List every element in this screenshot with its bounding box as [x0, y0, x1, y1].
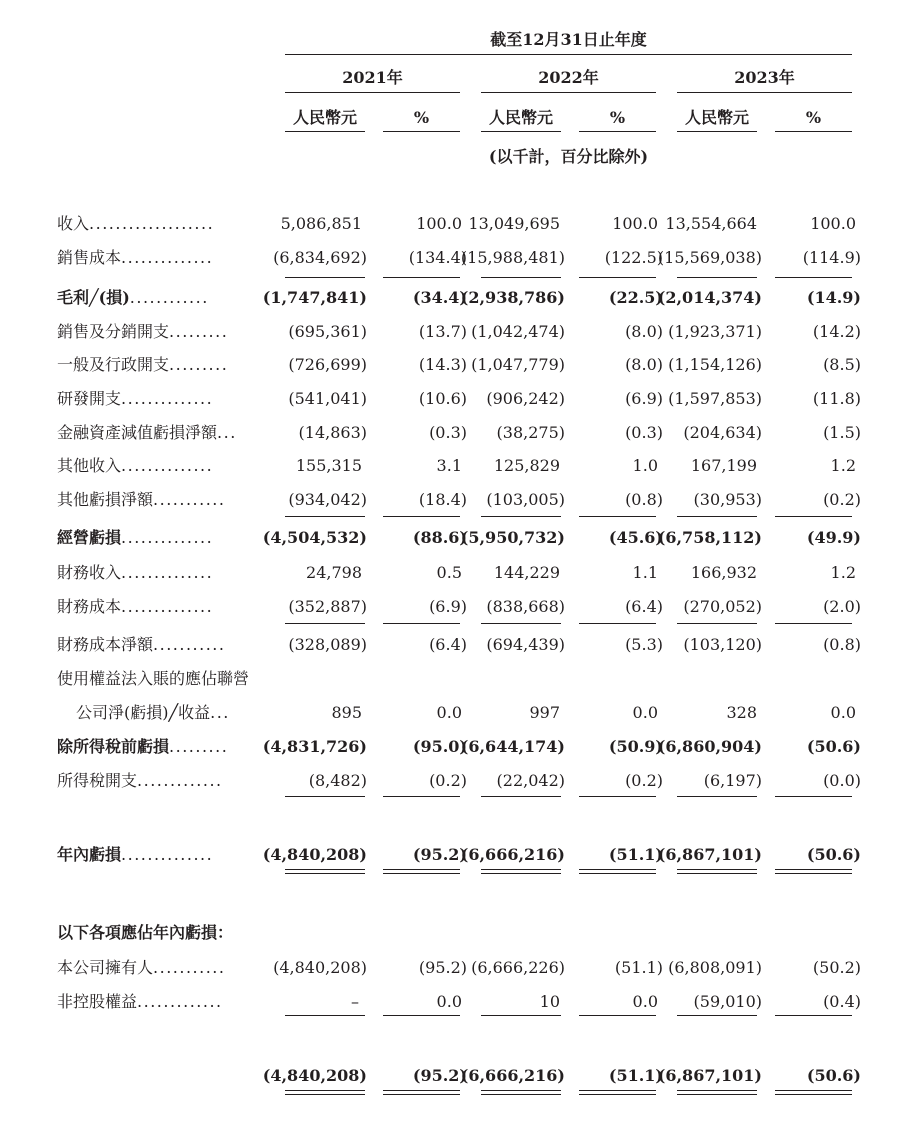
amount-2022: (5,950,732): [460, 528, 565, 547]
pct-2022: (0.8): [625, 490, 663, 509]
amount-2021: (4,840,208): [262, 845, 367, 864]
row-label-text: 年內虧損: [57, 845, 122, 864]
row-label-text: 其他虧損淨額: [57, 490, 154, 509]
amount-2023: (1,597,853): [668, 389, 762, 408]
amount-2023: (1,923,371): [668, 322, 762, 341]
amount-2022: (103,005): [486, 490, 565, 509]
amount-2023: (2,014,374): [657, 288, 762, 307]
row-label: [57, 669, 262, 689]
amount-2022: 10: [539, 992, 560, 1011]
row-label: [57, 423, 262, 443]
double-underline: [775, 1090, 852, 1095]
double-underline: [677, 1090, 757, 1095]
leader-dots: ..............: [121, 845, 214, 864]
pct-2023: 1.2: [830, 563, 856, 582]
pct-2023: (11.8): [812, 389, 861, 408]
row-label: [57, 737, 262, 757]
amount-2023: 13,554,664: [665, 214, 757, 233]
row-label-text: 經營虧損: [57, 528, 122, 547]
pct-2021: (13.7): [418, 322, 467, 341]
row-label: [57, 563, 262, 583]
double-underline: [579, 1090, 656, 1095]
amount-2021: (4,840,208): [273, 958, 367, 977]
amount-2023: (6,197): [703, 771, 762, 790]
double-underline: [481, 1090, 561, 1095]
col-rule: [383, 131, 460, 132]
subtotal-rule: [579, 277, 656, 278]
row-label-text: 財務成本: [57, 597, 122, 616]
amount-2021: (8,482): [308, 771, 367, 790]
leader-dots: ...........: [153, 635, 226, 654]
subtotal-rule: [383, 1015, 460, 1016]
amount-2021: 24,798: [306, 563, 362, 582]
row-label-text: 財務收入: [57, 563, 122, 582]
subtotal-rule: [677, 277, 757, 278]
subtotal-rule: [677, 516, 757, 517]
row-label: [57, 355, 262, 375]
subtotal-rule: [579, 623, 656, 624]
amount-2021: 5,086,851: [280, 214, 362, 233]
subtotal-rule: [775, 1015, 852, 1016]
leader-dots: ..............: [121, 597, 214, 616]
year-2022: 2022年: [538, 68, 599, 87]
subtotal-rule: [775, 623, 852, 624]
pct-2021: (95.2): [412, 1066, 467, 1085]
amount-2021: (328,089): [288, 635, 367, 654]
subtotal-rule: [383, 623, 460, 624]
double-underline: [677, 869, 757, 874]
double-underline: [579, 869, 656, 874]
pct-2023: (50.6): [806, 845, 861, 864]
col-rule: [677, 131, 757, 132]
pct-2022: (0.2): [625, 771, 663, 790]
pct-2022: (6.9): [625, 389, 663, 408]
leader-dots: ...........: [153, 490, 226, 509]
amount-2021: 155,315: [295, 456, 362, 475]
subtotal-rule: [677, 1015, 757, 1016]
subtotal-rule: [579, 796, 656, 797]
amount-2021: –: [351, 992, 359, 1011]
subtotal-rule: [677, 623, 757, 624]
row-label: [57, 992, 262, 1012]
subtotal-rule: [775, 277, 852, 278]
pct-2023: (114.9): [802, 248, 861, 267]
col-currency-2023: 人民幣元: [684, 108, 749, 127]
amount-2023: (6,867,101): [657, 1066, 762, 1085]
amount-2023: (6,808,091): [668, 958, 762, 977]
row-label-text: 非控股權益: [57, 992, 138, 1011]
row-label: [57, 389, 262, 409]
subtotal-rule: [579, 1015, 656, 1016]
pct-2022: (122.5): [604, 248, 663, 267]
row-label-text: 金融資產減值虧損淨額: [57, 423, 218, 442]
subtotal-rule: [383, 796, 460, 797]
amount-2021: (6,834,692): [273, 248, 367, 267]
row-label: [57, 214, 262, 234]
pct-2022: (8.0): [625, 355, 663, 374]
amount-2022: (906,242): [486, 389, 565, 408]
pct-2021: (6.4): [429, 635, 467, 654]
amount-2022: (2,938,786): [460, 288, 565, 307]
row-label-text: 本公司擁有人: [57, 958, 154, 977]
row-label: [57, 597, 262, 617]
pct-2023: (50.6): [806, 1066, 861, 1085]
pct-2023: (0.4): [823, 992, 861, 1011]
leader-dots: ..............: [121, 528, 214, 547]
row-label-text: 研發開支: [57, 389, 122, 408]
amount-2023: (270,052): [683, 597, 762, 616]
leader-dots: ..............: [121, 248, 214, 267]
double-underline: [775, 869, 852, 874]
year-2021: 2021年: [342, 68, 403, 87]
row-label-text: 除所得稅前虧損: [57, 737, 170, 756]
row-label: [57, 635, 262, 655]
col-rule: [775, 131, 852, 132]
leader-dots: .........: [169, 322, 229, 341]
pct-2022: (8.0): [625, 322, 663, 341]
amount-2021: (541,041): [288, 389, 367, 408]
row-label: [57, 845, 262, 865]
leader-dots: .............: [137, 992, 223, 1011]
amount-2021: (352,887): [288, 597, 367, 616]
leader-dots: ...........: [153, 958, 226, 977]
subtotal-rule: [481, 623, 561, 624]
double-underline: [285, 869, 365, 874]
leader-dots: ..............: [121, 563, 214, 582]
pct-2022: 0.0: [632, 992, 658, 1011]
row-label-text: 毛利╱(損): [57, 288, 130, 307]
pct-2021: 0.5: [436, 563, 462, 582]
row-label: [57, 528, 262, 548]
amount-2023: (59,010): [693, 992, 762, 1011]
pct-2021: (10.6): [418, 389, 467, 408]
leader-dots: .........: [169, 355, 229, 374]
pct-2023: (14.2): [812, 322, 861, 341]
row-label-text: 財務成本淨額: [57, 635, 154, 654]
subtotal-rule: [285, 623, 365, 624]
leader-dots: ...: [210, 703, 230, 722]
leader-dots: ...: [217, 423, 237, 442]
pct-2023: (0.8): [823, 635, 861, 654]
pct-2022: (51.1): [608, 845, 663, 864]
pct-2021: 3.1: [436, 456, 462, 475]
amount-2021: (695,361): [288, 322, 367, 341]
double-underline: [383, 1090, 460, 1095]
col-currency-2021: 人民幣元: [292, 108, 357, 127]
subtotal-rule: [677, 796, 757, 797]
col-rule: [481, 131, 561, 132]
row-label: [57, 923, 262, 943]
row-label-text: 所得稅開支: [57, 771, 138, 790]
pct-2022: (6.4): [625, 597, 663, 616]
amount-2021: (726,699): [288, 355, 367, 374]
pct-2021: (0.3): [429, 423, 467, 442]
amount-2022: (6,666,216): [460, 1066, 565, 1085]
amount-2021: (4,831,726): [262, 737, 367, 756]
double-underline: [285, 1090, 365, 1095]
amount-2021: (14,863): [298, 423, 367, 442]
pct-2021: (95.0): [412, 737, 467, 756]
amount-2023: (30,953): [693, 490, 762, 509]
pct-2021: (18.4): [418, 490, 467, 509]
pct-2023: 1.2: [830, 456, 856, 475]
pct-2021: (95.2): [418, 958, 467, 977]
amount-2021: (1,747,841): [262, 288, 367, 307]
pct-2022: (22.5): [608, 288, 663, 307]
amount-2022: 125,829: [493, 456, 560, 475]
pct-2021: (0.2): [429, 771, 467, 790]
pct-2023: (50.2): [812, 958, 861, 977]
amount-2021: (4,840,208): [262, 1066, 367, 1085]
subtotal-rule: [481, 516, 561, 517]
pct-2023: (0.2): [823, 490, 861, 509]
subtotal-rule: [481, 277, 561, 278]
row-label-text: 其他收入: [57, 456, 122, 475]
row-label-text: 銷售及分銷開支: [57, 322, 170, 341]
pct-2023: (50.6): [806, 737, 861, 756]
pct-2022: (51.1): [608, 1066, 663, 1085]
col-rule: [579, 131, 656, 132]
pct-2023: (0.0): [823, 771, 861, 790]
subtotal-rule: [579, 516, 656, 517]
amount-2022: (1,042,474): [471, 322, 565, 341]
amount-2022: (38,275): [496, 423, 565, 442]
leader-dots: .........: [169, 737, 229, 756]
leader-dots: ..............: [121, 456, 214, 475]
subtotal-rule: [775, 516, 852, 517]
row-label: [57, 248, 262, 268]
col-pct-2023: %: [805, 108, 822, 127]
amount-2023: (15,569,038): [657, 248, 762, 267]
col-pct-2022: %: [609, 108, 626, 127]
period-title: 截至12月31日止年度: [490, 30, 647, 49]
subtotal-rule: [383, 277, 460, 278]
year-rule: [677, 92, 852, 93]
amount-2021: 895: [331, 703, 362, 722]
year-rule: [481, 92, 656, 93]
subtotal-rule: [285, 277, 365, 278]
col-rule: [285, 131, 365, 132]
amount-2023: 166,932: [690, 563, 757, 582]
pct-2021: (14.3): [418, 355, 467, 374]
row-label: [57, 288, 262, 308]
amount-2023: (6,860,904): [657, 737, 762, 756]
amount-2022: (22,042): [496, 771, 565, 790]
row-label-text: 使用權益法入賬的應佔聯營: [57, 669, 250, 688]
pct-2022: 1.0: [632, 456, 658, 475]
amount-2022: (838,668): [486, 597, 565, 616]
amount-2022: (6,666,216): [460, 845, 565, 864]
amount-2023: (6,867,101): [657, 845, 762, 864]
subtotal-rule: [383, 516, 460, 517]
pct-2023: (49.9): [806, 528, 861, 547]
leader-dots: ..............: [121, 389, 214, 408]
row-label: [76, 703, 262, 723]
subtotal-rule: [481, 796, 561, 797]
year-2023: 2023年: [734, 68, 795, 87]
row-label-text: 銷售成本: [57, 248, 122, 267]
pct-2022: (0.3): [625, 423, 663, 442]
amount-2022: (15,988,481): [460, 248, 565, 267]
subtotal-rule: [481, 1015, 561, 1016]
pct-2021: (34.4): [412, 288, 467, 307]
amount-2022: (6,666,226): [471, 958, 565, 977]
subtotal-rule: [285, 516, 365, 517]
amount-2023: (6,758,112): [657, 528, 762, 547]
amount-2022: (1,047,779): [471, 355, 565, 374]
pct-2021: 100.0: [416, 214, 462, 233]
double-underline: [383, 869, 460, 874]
subtotal-rule: [285, 1015, 365, 1016]
subtotal-rule: [285, 796, 365, 797]
pct-2022: 0.0: [632, 703, 658, 722]
row-label-text: 以下各項應佔年內虧損：: [57, 923, 234, 942]
row-label: [57, 456, 262, 476]
pct-2021: (95.2): [412, 845, 467, 864]
pct-2021: 0.0: [436, 992, 462, 1011]
amount-2023: 167,199: [690, 456, 757, 475]
amount-2021: (4,504,532): [262, 528, 367, 547]
amount-2022: 13,049,695: [468, 214, 560, 233]
row-label: [57, 958, 262, 978]
amount-2023: 328: [726, 703, 757, 722]
pct-2022: (50.9): [608, 737, 663, 756]
leader-dots: .............: [137, 771, 223, 790]
amount-2023: (103,120): [683, 635, 762, 654]
col-currency-2022: 人民幣元: [488, 108, 553, 127]
pct-2022: (45.6): [608, 528, 663, 547]
pct-2021: (134.4): [408, 248, 467, 267]
pct-2021: (88.6): [412, 528, 467, 547]
pct-2023: (1.5): [823, 423, 861, 442]
pct-2022: (5.3): [625, 635, 663, 654]
header-rule: [285, 54, 852, 55]
leader-dots: ...................: [89, 214, 215, 233]
pct-2022: 1.1: [632, 563, 658, 582]
subtotal-rule: [775, 796, 852, 797]
pct-2023: 100.0: [810, 214, 856, 233]
units-note: (以千計，百分比除外): [488, 147, 649, 166]
amount-2021: (934,042): [288, 490, 367, 509]
pct-2023: (8.5): [823, 355, 861, 374]
amount-2022: (694,439): [486, 635, 565, 654]
pct-2022: 100.0: [612, 214, 658, 233]
leader-dots: ............: [129, 288, 209, 307]
amount-2022: 997: [529, 703, 560, 722]
row-label: [57, 322, 262, 342]
row-label: [57, 771, 262, 791]
amount-2022: 144,229: [493, 563, 560, 582]
row-label-text: 公司淨(虧損)╱收益: [76, 703, 211, 722]
amount-2023: (204,634): [683, 423, 762, 442]
row-label: [57, 490, 262, 510]
row-label-text: 一般及行政開支: [57, 355, 170, 374]
pct-2023: (2.0): [823, 597, 861, 616]
amount-2022: (6,644,174): [460, 737, 565, 756]
year-rule: [285, 92, 460, 93]
pct-2021: 0.0: [436, 703, 462, 722]
pct-2021: (6.9): [429, 597, 467, 616]
pct-2022: (51.1): [614, 958, 663, 977]
row-label-text: 收入: [57, 214, 90, 233]
pct-2023: (14.9): [806, 288, 861, 307]
amount-2023: (1,154,126): [668, 355, 762, 374]
pct-2023: 0.0: [830, 703, 856, 722]
double-underline: [481, 869, 561, 874]
col-pct-2021: %: [413, 108, 430, 127]
